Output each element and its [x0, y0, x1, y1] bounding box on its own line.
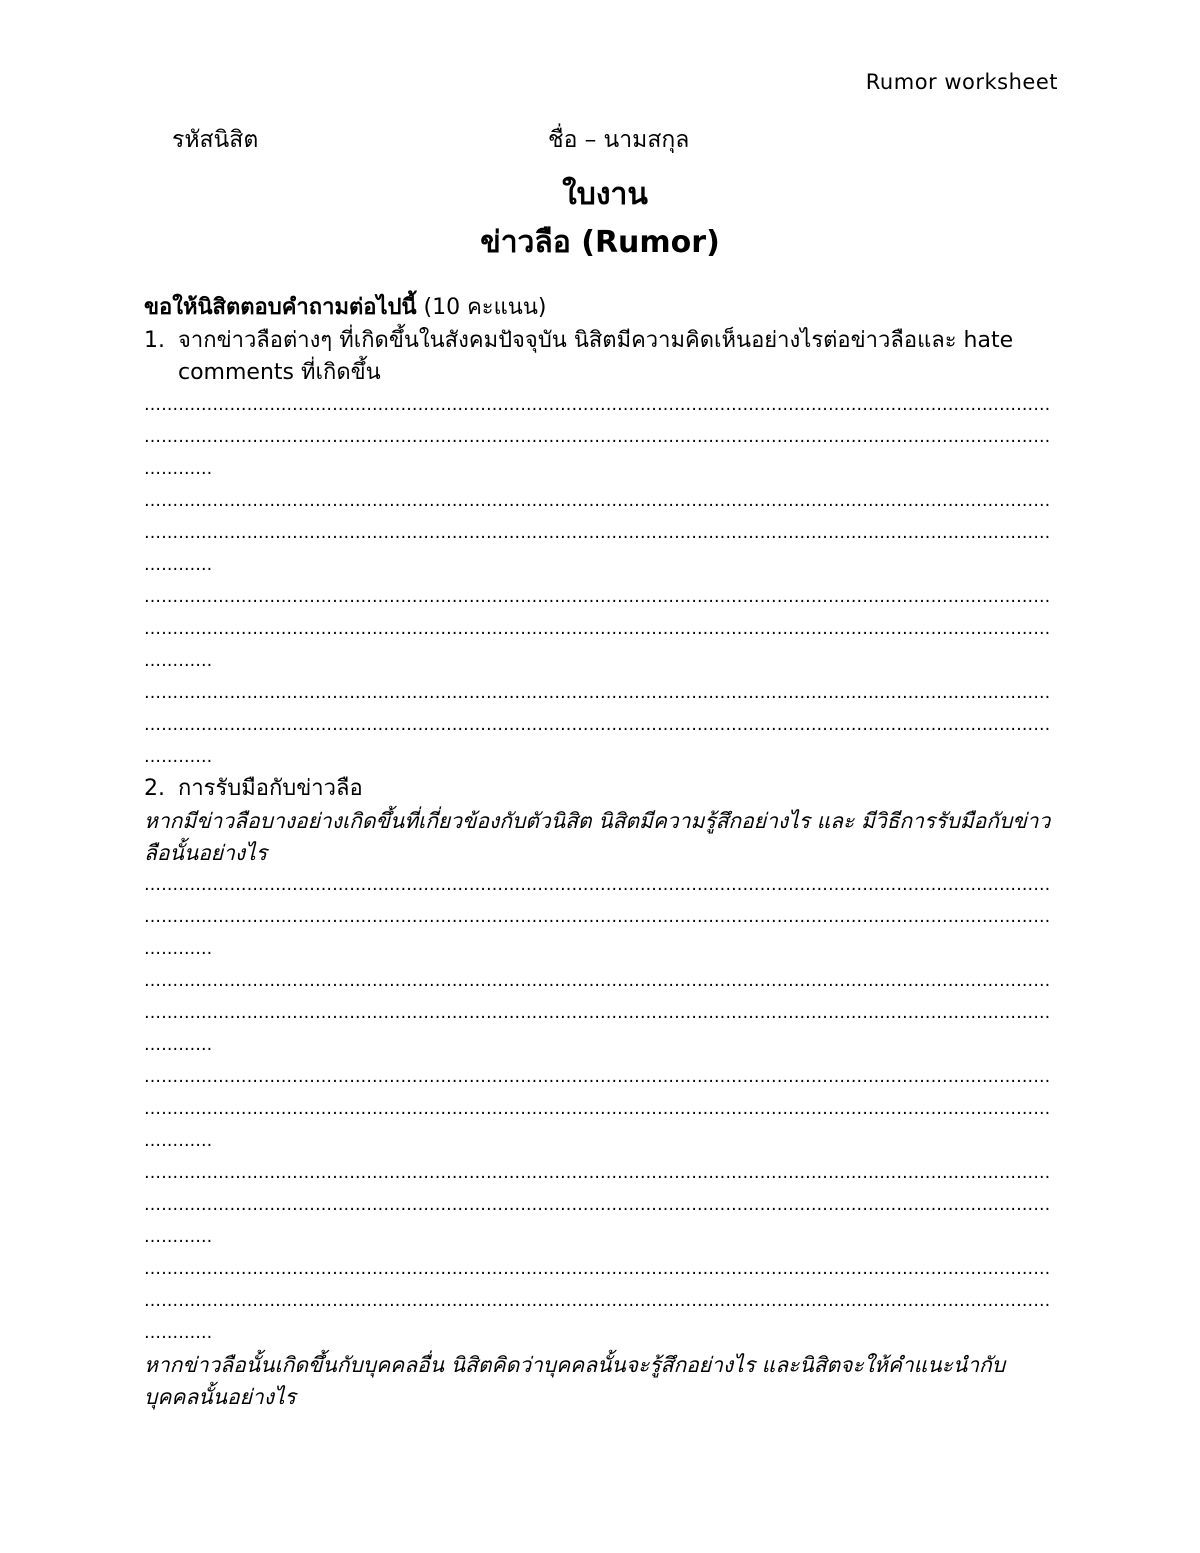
- answer-line: ……………………………………………………………………………………………………………………………………………: [144, 587, 1051, 607]
- question-1-number: 1.: [144, 328, 165, 353]
- answer-line: ……………………………………………………………………………………………………………………………………………: [144, 1099, 1051, 1119]
- answer-line-end: …………: [144, 747, 213, 767]
- answer-line: ……………………………………………………………………………………………………………………………………………: [144, 491, 1051, 511]
- answer-line: ……………………………………………………………………………………………………………………………………………: [144, 875, 1051, 895]
- answer-line: ……………………………………………………………………………………………………………………………………………: [144, 1163, 1051, 1183]
- answer-line-end: …………: [144, 939, 213, 959]
- answer-line: ……………………………………………………………………………………………………………………………………………: [144, 715, 1051, 735]
- instruction: [144, 290, 1054, 325]
- student-id-label: รหัสนิสิต: [172, 127, 259, 153]
- answer-line: ……………………………………………………………………………………………………………………………………………: [144, 683, 1051, 703]
- instruction-score: (10 คะแนน): [416, 295, 547, 320]
- answer-line: ……………………………………………………………………………………………………………………………………………: [144, 395, 1051, 415]
- answer-line: ……………………………………………………………………………………………………………………………………………: [144, 1259, 1051, 1279]
- page-subtitle: ข่าวลือ (Rumor): [480, 225, 720, 260]
- answer-line: ……………………………………………………………………………………………………………………………………………: [144, 1195, 1051, 1215]
- answer-line-end: …………: [144, 651, 213, 671]
- instruction-text: ขอให้นิสิตตอบคำถามต่อไปนี้: [144, 294, 417, 320]
- answer-line: ……………………………………………………………………………………………………………………………………………: [144, 971, 1051, 991]
- header-title: Rumor worksheet: [865, 70, 1058, 94]
- question-1: [144, 325, 1054, 389]
- answer-line: ……………………………………………………………………………………………………………………………………………: [144, 523, 1051, 543]
- worksheet-body: [144, 290, 1054, 1413]
- question-2: [144, 773, 1054, 805]
- answer-area-1[interactable]: [144, 389, 1054, 773]
- question-2-text: การรับมือกับข่าวลือ: [178, 776, 363, 801]
- page-title: ใบงาน: [562, 177, 648, 212]
- answer-line: ……………………………………………………………………………………………………………………………………………: [144, 619, 1051, 639]
- answer-area-2a[interactable]: [144, 869, 1054, 1349]
- question-2-number: 2.: [144, 776, 165, 801]
- answer-line-end: …………: [144, 1323, 213, 1343]
- answer-line: ……………………………………………………………………………………………………………………………………………: [144, 427, 1051, 447]
- answer-line: ……………………………………………………………………………………………………………………………………………: [144, 1003, 1051, 1023]
- answer-line-end: …………: [144, 1227, 213, 1247]
- title-block: [0, 172, 1200, 268]
- name-label: ชื่อ – นามสกุล: [548, 127, 690, 153]
- question-2b: หากข่าวลือนั้นเกิดขึ้นกับบุคคลอื่น นิสิตคิดว่าบุคคลนั้นจะรู้สึกอย่างไร และนิสิตจะให้คำแนะนำกับบุคคลนั้นอย่างไร: [144, 1353, 1006, 1409]
- answer-line-end: …………: [144, 1035, 213, 1055]
- answer-line-end: …………: [144, 459, 213, 479]
- answer-line-end: …………: [144, 555, 213, 575]
- question-2a: หากมีข่าวลือบางอย่างเกิดขึ้นที่เกี่ยวข้องกับตัวนิสิต นิสิตมีความรู้สึกอย่างไร และ มีวิธีการรับมือกับข่าวลือนั้นอย่างไร: [144, 809, 1051, 865]
- answer-line: ……………………………………………………………………………………………………………………………………………: [144, 1291, 1051, 1311]
- question-1-text: จากข่าวลือต่างๆ ที่เกิดขึ้นในสังคมปัจจุบัน นิสิตมีความคิดเห็นอย่างไรต่อข่าวลือและ hate comments ที่เกิดขึ้น: [178, 328, 1014, 385]
- answer-line-end: …………: [144, 1131, 213, 1151]
- answer-line: ……………………………………………………………………………………………………………………………………………: [144, 1067, 1051, 1087]
- answer-line: ……………………………………………………………………………………………………………………………………………: [144, 907, 1051, 927]
